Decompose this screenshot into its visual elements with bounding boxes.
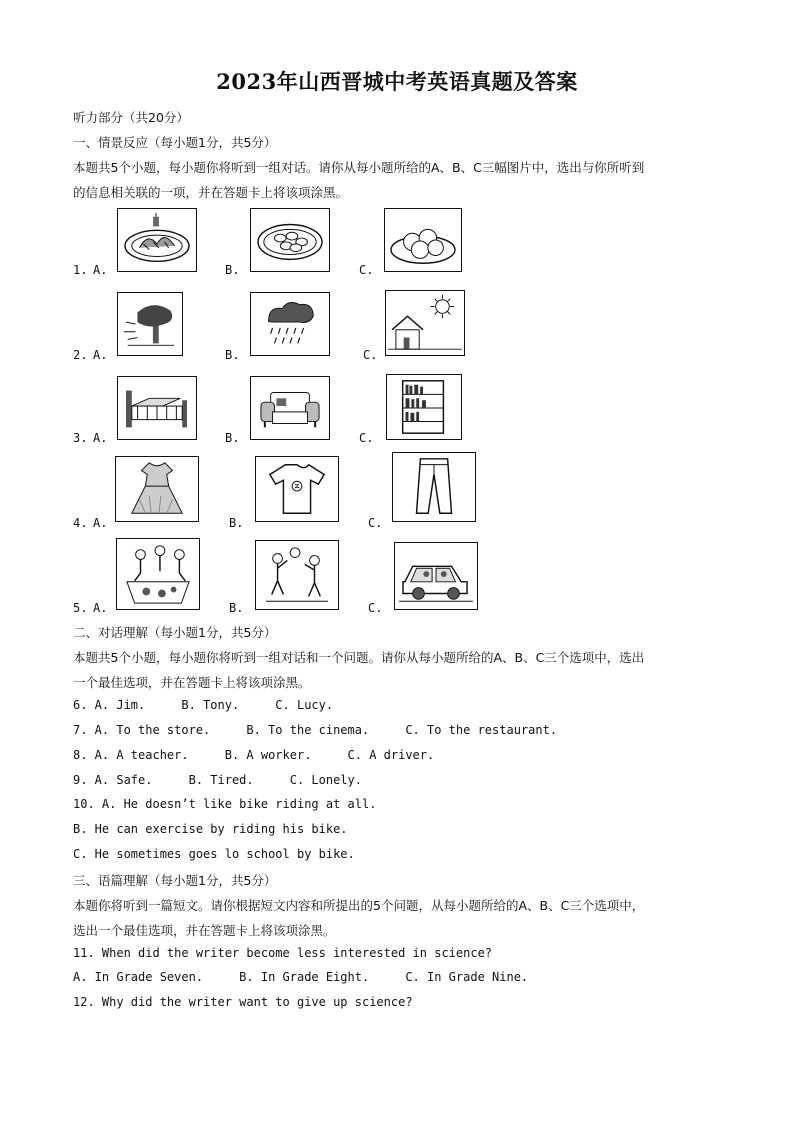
part1-instruction-line1: 本题共5个小题，每小题你将听到一组对话。请你从每小题所给的A、B、C三幅图片中，选出与你所听到 [73, 160, 645, 175]
option-label-a: A. [93, 516, 108, 530]
armchair-icon[interactable] [250, 376, 330, 440]
question-10-option-b: B. He can exercise by riding his bike. [73, 822, 348, 836]
question-10-option-a: 10. A. He doesn’t like bike riding at all. [73, 797, 377, 811]
question-number: 5. [73, 601, 88, 615]
option-label-a: A. [93, 601, 108, 615]
dumplings-plate-icon[interactable] [117, 208, 197, 272]
part1-heading: 一、情景反应（每小题1分，共5分） [73, 135, 277, 150]
question-6: 6. A. Jim. B. Tony. C. Lucy. [73, 698, 334, 712]
option-label-c: C. [368, 516, 383, 530]
question-11: 11. When did the writer become less interested in science? [73, 946, 493, 960]
question-number: 4. [73, 516, 88, 530]
option-label-c: C. [359, 431, 374, 445]
option-label-b: B. [225, 263, 240, 277]
question-7: 7. A. To the store. B. To the cinema. C. To the restaurant. [73, 723, 558, 737]
rain-cloud-icon[interactable] [250, 292, 330, 356]
trousers-icon[interactable] [392, 452, 476, 522]
part2-heading: 二、对话理解（每小题1分，共5分） [73, 625, 277, 640]
question-12: 12. Why did the writer want to give up science? [73, 995, 413, 1009]
option-label-b: B. [225, 431, 240, 445]
question-number: 1. [73, 263, 88, 277]
question-number: 2. [73, 348, 88, 362]
playing-ball-icon[interactable] [255, 540, 339, 610]
driving-car-icon[interactable] [394, 542, 478, 610]
option-label-c: C. [363, 348, 378, 362]
option-label-b: B. [229, 516, 244, 530]
question-11-options: A. In Grade Seven. B. In Grade Eight. C. In Grade Nine. [73, 970, 529, 984]
page-title: 2023年山西晋城中考英语真题及答案 [216, 69, 578, 94]
option-label-a: A. [93, 348, 108, 362]
question-9: 9. A. Safe. B. Tired. C. Lonely. [73, 773, 362, 787]
windy-tree-icon[interactable] [117, 292, 183, 356]
option-label-c: C. [359, 263, 374, 277]
dress-icon[interactable] [115, 456, 199, 522]
option-label-a: A. [93, 263, 108, 277]
question-8: 8. A. A teacher. B. A worker. C. A driver. [73, 748, 435, 762]
part3-instruction-line2: 选出一个最佳选项，并在答题卡上将该项涂黑。 [73, 923, 336, 938]
cookies-plate-icon[interactable] [250, 208, 330, 272]
part3-heading: 三、语篇理解（每小题1分，共5分） [73, 873, 277, 888]
part3-instruction-line1: 本题你将听到一篇短文。请你根据短文内容和所提出的5个问题，从每小题所给的A、B、C三个选项中， [73, 898, 645, 913]
part1-instruction-line2: 的信息相关联的一项，并在答题卡上将该项涂黑。 [73, 185, 349, 200]
part2-instruction-line2: 一个最佳选项，并在答题卡上将该项涂黑。 [73, 675, 311, 690]
tshirt-icon[interactable] [255, 456, 339, 522]
part2-instruction-line1: 本题共5个小题，每小题你将听到一组对话和一个问题。请你从每小题所给的A、B、C三个选项中，选出 [73, 650, 645, 665]
option-label-a: A. [93, 431, 108, 445]
sunny-house-icon[interactable] [385, 290, 465, 356]
option-label-c: C. [368, 601, 383, 615]
bed-icon[interactable] [117, 376, 197, 440]
buns-plate-icon[interactable] [384, 208, 462, 272]
question-10-option-c: C. He sometimes goes lo school by bike. [73, 847, 355, 861]
picnic-icon[interactable] [116, 538, 200, 610]
bookshelf-icon[interactable] [386, 374, 462, 440]
question-number: 3. [73, 431, 88, 445]
option-label-b: B. [225, 348, 240, 362]
option-label-b: B. [229, 601, 244, 615]
listening-header: 听力部分（共20分） [73, 110, 189, 125]
